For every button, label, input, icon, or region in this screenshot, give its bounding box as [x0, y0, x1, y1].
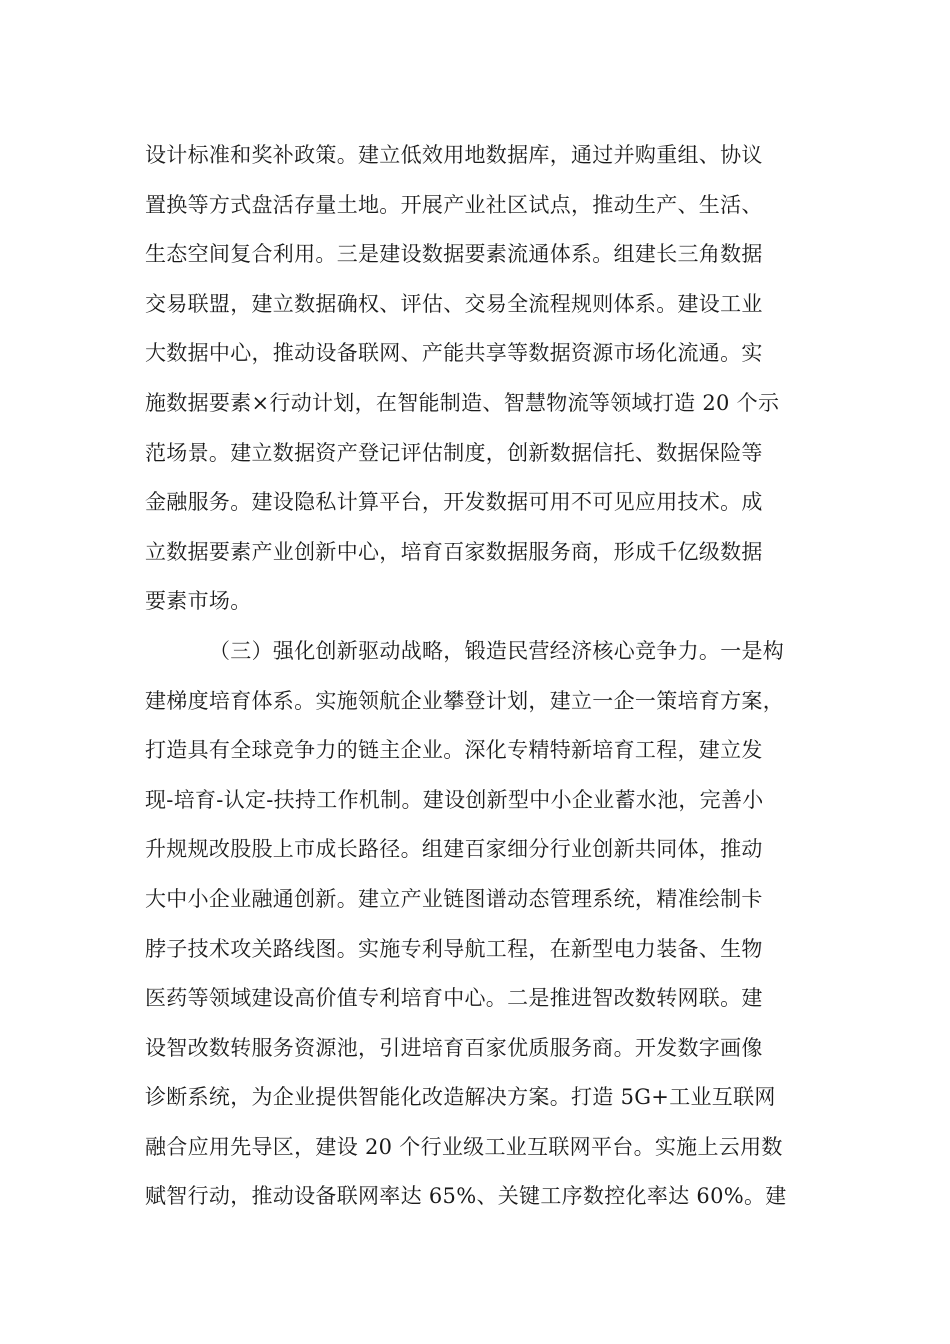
- text-line: 脖子技术攻关路线图。实施专利导航工程，在新型电力装备、生物: [145, 936, 763, 961]
- text-line: 建梯度培育体系。实施领航企业攀登计划，建立一企一策培育方案，: [145, 688, 784, 713]
- text-line: 金融服务。建设隐私计算平台，开发数据可用不可见应用技术。成: [145, 490, 763, 515]
- section-heading-line: （三）强化创新驱动战略，锻造民营经济核心竞争力。一是构: [209, 638, 785, 663]
- text-line: 现-培育-认定-扶持工作机制。建设创新型中小企业蓄水池，完善小: [145, 787, 764, 812]
- text-line: 立数据要素产业创新中心，培育百家数据服务商，形成千亿级数据: [145, 539, 763, 564]
- text-line: 大中小企业融通创新。建立产业链图谱动态管理系统，精准绘制卡: [145, 886, 763, 911]
- text-line: 打造具有全球竞争力的链主企业。深化专精特新培育工程，建立发: [145, 738, 763, 763]
- text-line: 医药等领域建设高价值专利培育中心。二是推进智改数转网联。建: [145, 986, 763, 1011]
- text-line: 置换等方式盘活存量土地。开展产业社区试点，推动生产、生活、: [145, 192, 763, 217]
- text-line: 要素市场。: [145, 589, 252, 614]
- body-text: [145, 131, 835, 1222]
- text-line: 设智改数转服务资源池，引进培育百家优质服务商。开发数字画像: [145, 1035, 763, 1060]
- text-line: 赋智行动，推动设备联网率达 65%、关键工序数控化率达 60%。建: [145, 1184, 787, 1209]
- text-line: 设计标准和奖补政策。建立低效用地数据库，通过并购重组、协议: [145, 143, 763, 167]
- text-line: 交易联盟，建立数据确权、评估、交易全流程规则体系。建设工业: [145, 291, 763, 316]
- text-line: 大数据中心，推动设备联网、产能共享等数据资源市场化流通。实: [145, 341, 763, 366]
- text-line: 融合应用先导区，建设 20 个行业级工业互联网平台。实施上云用数: [145, 1134, 783, 1159]
- text-line: 范场景。建立数据资产登记评估制度，创新数据信托、数据保险等: [145, 440, 763, 465]
- text-line: 诊断系统，为企业提供智能化改造解决方案。打造 5G+工业互联网: [145, 1085, 776, 1110]
- text-line: 生态空间复合利用。三是建设数据要素流通体系。组建长三角数据: [145, 242, 763, 267]
- text-line: 施数据要素×行动计划，在智能制造、智慧物流等领域打造 20 个示: [145, 390, 780, 415]
- text-line: 升规规改股股上市成长路径。组建百家细分行业创新共同体，推动: [145, 837, 763, 862]
